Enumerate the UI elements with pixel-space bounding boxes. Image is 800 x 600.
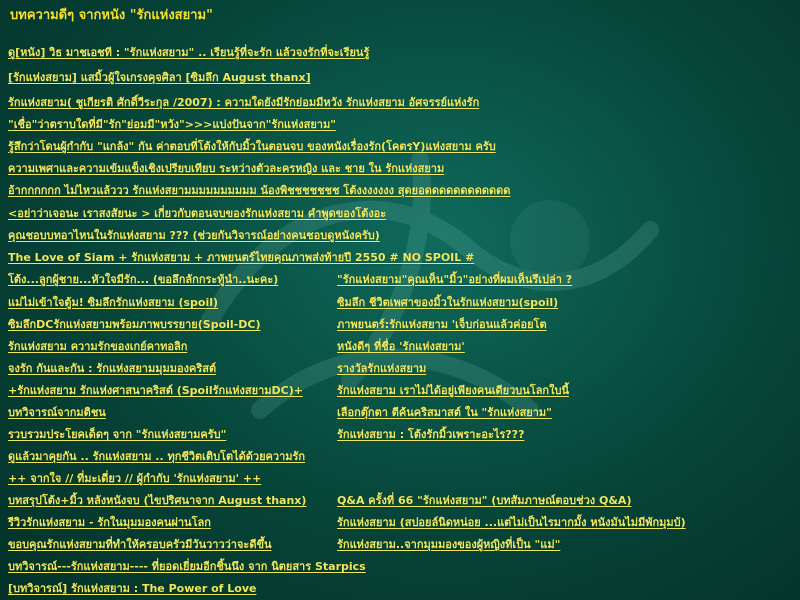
article-link-10[interactable]: The Love of Siam + รักแห่งสยาม + ภาพยนตร์ไทยคุณภาพส่งท้ายปี 2550 # NO SPOIL #	[8, 251, 475, 264]
article-link-7[interactable]: อ้ากกกกกก ไม่ไหวแล้ววว รักแห่งสยามมมมมมมมมม น้องพิชชชชชชช โต้งงงงงงง สุดยอดดดดดดดดดดดด	[8, 184, 511, 197]
article-link-12[interactable]: "รักแห่งสยาม"คุณเห็น"มิ้ว"อย่างที่ผมเห็นรึเปล่า ?	[337, 273, 573, 286]
article-link-9[interactable]: คุณชอบบทอาไหนในรักแห่งสยาม ??? (ช่วยกันวิจารณ์อย่างคนชอบดูหนังครับ)	[8, 229, 380, 242]
article-link-4[interactable]: "เชื่อ"ว่าตราบใดที่มี"รัก"ย่อมมี"หวัง">>>แบ่งปันจาก"รักแห่งสยาม"	[8, 118, 336, 131]
article-link-19[interactable]: จงรัก กันและกัน : รักแห่งสยามมุมมองคริสต์	[8, 362, 217, 375]
article-link-35[interactable]: บทวิจารณ์---รักแห่งสยาม---- ที่ยอดเยี่ยมอีกชิ้นนึง จาก นิตยสาร Starpics	[8, 560, 366, 573]
article-link-28[interactable]: ++ จากใจ // ที่มะเดี่ยว // ผู้กำกับ 'รักแห่งสยาม' ++	[8, 472, 262, 485]
article-link-14[interactable]: ซิมลึก ชีวิตเพศาของมิ้วในรักแห่งสยาม(spoil)	[337, 296, 559, 309]
article-link-11[interactable]: โต้ง...ลูกผู้ชาย...หัวใจมีรัก... (ขอลึกลักกระทู้นำ..นะคะ)	[8, 273, 279, 286]
article-link-13[interactable]: แม่ไม่เข้าใจตู้ม! ซิมลึกรักแห่งสยาม (spoil)	[8, 296, 219, 309]
article-link-34[interactable]: รักแห่งสยาม..จากมุมมองของผู้หญิงที่เป็น "แม่"	[337, 538, 561, 551]
article-link-3[interactable]: รักแห่งสยาม( ชูเกียรติ ศักดิ์วีระกุล /2007) : ความใดยังมีรักย่อมมีหวัง รักแห่งสยาม อัศจรรย์แห่งรัก	[8, 96, 480, 109]
article-link-1[interactable]: ดู[หนัง] วิธ มาชเอชที : "รักแห่งสยาม" .. เรียนรู้ที่จะรัก แล้วจงรักที่จะเรียนรู้	[8, 46, 370, 59]
article-link-16[interactable]: ภาพยนตร์:รักแห่งสยาม 'เจ็บก่อนแล้วค่อยโต	[337, 318, 547, 331]
article-link-21[interactable]: +รักแห่งสยาม รักแห่งศาสนาคริสต์ (Spoilรักแห่งสยามDC)+	[8, 384, 303, 397]
article-link-8[interactable]: <อย่าว่าเจอนะ เราสงสัยนะ > เกี่ยวกับตอนจบของรักแห่งสยาม คำพูดของโต้งอะ	[8, 207, 387, 220]
article-link-29[interactable]: บทสรุปโต้ง+มิ้ว หลังหนังจบ (ไขปริศนาจาก August thanx)	[8, 494, 307, 507]
article-link-2[interactable]: [รักแห่งสยาม] แสมิ้วผู้ใจเกรงคุจศิลา [ซิมลึก August thanx]	[8, 71, 311, 84]
page-title: บทความดีๆ จากหนัง "รักแห่งสยาม"	[10, 8, 213, 23]
article-link-25[interactable]: รวบรวมประโยคเด็ดๆ จาก "รักแห่งสยามครับ"	[8, 428, 227, 441]
article-link-24[interactable]: เลือกตุ๊กตา ตีค้นคริสมาสต์ ใน "รักแห่งสยาม"	[337, 406, 552, 419]
article-link-20[interactable]: รางวัลรักแห่งสยาม	[337, 362, 427, 375]
article-link-26[interactable]: รักแห่งสยาม : โต้งรักมิ้วเพราะอะไร???	[337, 428, 525, 441]
article-link-5[interactable]: รู้สึกว่าโดนผู้กำกับ "แกล้ง" กัน ค่าตอบที่โต้งให้กับมิ้วในตอนจบ ของหนังเรื่องรัก(โคตรY)แห่งสยาม ครับ	[8, 140, 496, 153]
article-link-36[interactable]: [บทวิจารณ์] รักแห่งสยาม : The Power of Love	[8, 582, 257, 595]
article-link-15[interactable]: ซิมลึกDCรักแห่งสยามพร้อมภาพบรรยาย(Spoil-DC)	[8, 318, 261, 331]
article-link-22[interactable]: รักแห่งสยาม เราไม่ได้อยู่เพียงคนเดียวบนโลกใบนี้	[337, 384, 569, 397]
article-link-6[interactable]: ความเพศาและความเข้มแข็งเชิงเปรียบเทียบ ระหว่างตัวละครหญิง และ ชาย ใน รักแห่งสยาม	[8, 162, 445, 175]
article-link-27[interactable]: ดูแล้วมาคุยกัน .. รักแห่งสยาม .. ทุกชีวิตเติบโตได้ด้วยความรัก	[8, 450, 306, 463]
article-link-30[interactable]: Q&A ครั้งที่ 66 "รักแห่งสยาม" (บทสัมภาษณ์ตอบช่วง Q&A)	[337, 494, 632, 507]
article-link-18[interactable]: หนังดีๆ ที่ชื่อ 'รักแห่งสยาม'	[337, 340, 465, 353]
article-link-31[interactable]: รีวิวรักแห่งสยาม - รักในมุมมองคนผ่านโลก	[8, 516, 211, 529]
article-link-23[interactable]: บทวิจารณ์จากมติชน	[8, 406, 106, 419]
article-link-32[interactable]: รักแห่งสยาม (สปอยล์นิดหน่อย ...แต่ไม่เป็นไรมากมั้ง หนังมันไม่มีพักมุมบ้)	[337, 516, 686, 529]
article-link-17[interactable]: รักแห่งสยาม ความรักของเกย์คาทอลิก	[8, 340, 188, 353]
article-link-33[interactable]: ขอบคุณรักแห่งสยามที่ทำให้ครอบครัวมีวันวาวว่าจะดีขึ้น	[8, 538, 272, 551]
